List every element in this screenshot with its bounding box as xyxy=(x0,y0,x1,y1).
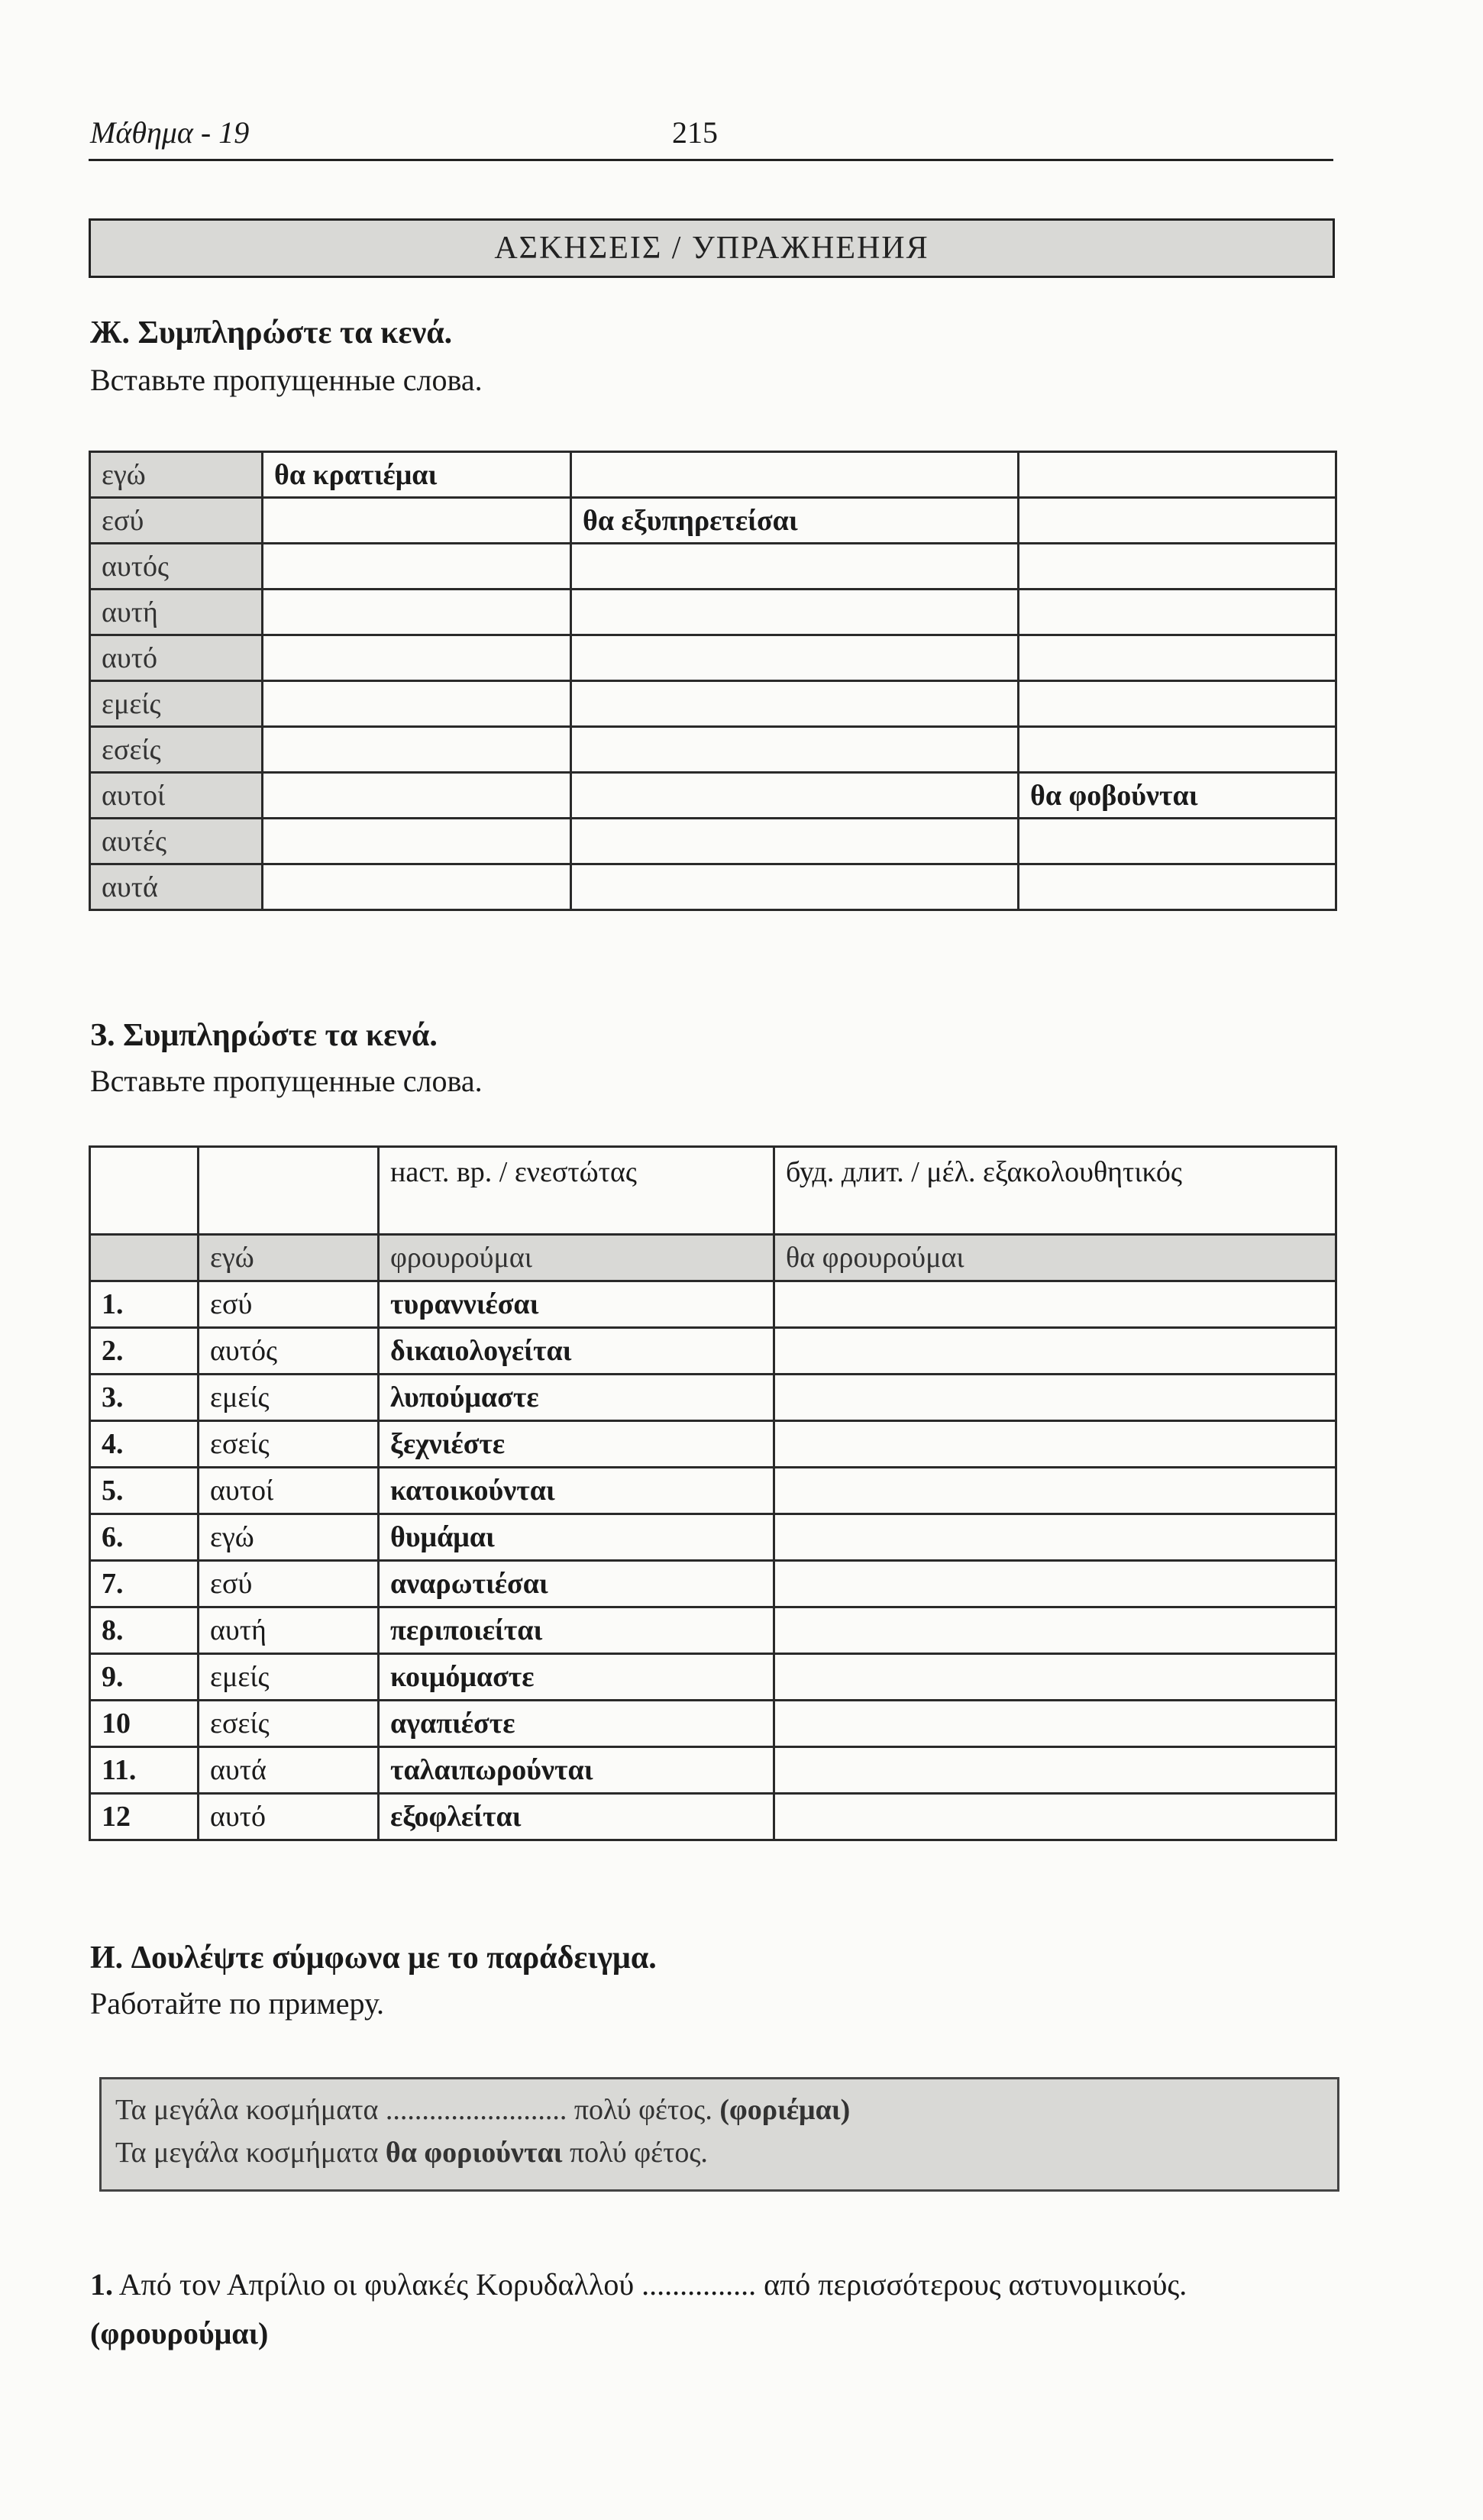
present-verb-cell: εξοφλείται xyxy=(379,1794,774,1840)
lesson-label: Μάθημα - 19 xyxy=(90,115,250,150)
present-verb-cell: περιποιείται xyxy=(379,1607,774,1654)
present-verb-cell: λυπούμαστε xyxy=(379,1375,774,1421)
example-line-2 xyxy=(115,2131,1323,2174)
answer-cell: θα κρατιέμαι xyxy=(263,452,571,498)
pronoun-cell: εσείς xyxy=(90,727,263,773)
table-row xyxy=(90,1607,1336,1654)
pronoun-cell: αυτά xyxy=(199,1747,379,1794)
row-number: 7. xyxy=(90,1561,199,1607)
answer-cell xyxy=(263,544,571,590)
pronoun-cell: αυτοί xyxy=(90,773,263,819)
answer-cell xyxy=(1019,681,1336,727)
answer-cell xyxy=(1019,498,1336,544)
row-number: 5. xyxy=(90,1468,199,1514)
table-row xyxy=(90,1281,1336,1328)
example-answer-start: Τα μεγάλα κοσμήματα xyxy=(115,2137,379,2169)
table-row xyxy=(90,727,1336,773)
task-1 xyxy=(90,2260,1342,2358)
table-row xyxy=(90,1421,1336,1468)
exercise-i-subtitle: Работайте по примеру. xyxy=(90,1986,384,2021)
pronoun-cell: αυτοί xyxy=(199,1468,379,1514)
pronoun-cell: αυτή xyxy=(199,1607,379,1654)
header-rule xyxy=(89,159,1333,161)
model-future: θα φρουρούμαι xyxy=(774,1235,1336,1281)
pronoun-cell: αυτά xyxy=(90,864,263,910)
table-row xyxy=(90,1654,1336,1701)
pronoun-cell: εσείς xyxy=(199,1421,379,1468)
present-verb-cell: αγαπιέστε xyxy=(379,1701,774,1747)
exercise-z-table xyxy=(89,1145,1337,1841)
pronoun-cell: εγώ xyxy=(199,1514,379,1561)
answer-cell xyxy=(1019,819,1336,864)
present-verb-cell: ξεχνιέστε xyxy=(379,1421,774,1468)
answer-cell xyxy=(571,452,1019,498)
table-row xyxy=(90,635,1336,681)
row-number: 2. xyxy=(90,1328,199,1375)
answer-cell xyxy=(571,635,1019,681)
banner-text: ΑΣΚΗΣΕΙΣ / УПРАЖНЕНИЯ xyxy=(494,231,929,266)
pronoun-cell: αυτός xyxy=(199,1328,379,1375)
future-answer-cell xyxy=(774,1701,1336,1747)
table-row xyxy=(90,1468,1336,1514)
answer-cell xyxy=(263,819,571,864)
answer-cell xyxy=(571,727,1019,773)
future-answer-cell xyxy=(774,1654,1336,1701)
exercise-z-title: З. Συμπληρώστε τα κενά. xyxy=(90,1018,438,1053)
pronoun-cell: εσύ xyxy=(199,1561,379,1607)
example-answer-verb: θα φοριούνται xyxy=(385,2137,563,2169)
table-row xyxy=(90,544,1336,590)
row-number: 10 xyxy=(90,1701,199,1747)
table-row xyxy=(90,1514,1336,1561)
pronoun-cell: αυτός xyxy=(90,544,263,590)
pronoun-cell: εμείς xyxy=(199,1654,379,1701)
table-row xyxy=(90,773,1336,819)
pronoun-cell: εγώ xyxy=(90,452,263,498)
row-number: 9. xyxy=(90,1654,199,1701)
future-answer-cell xyxy=(774,1328,1336,1375)
row-number: 8. xyxy=(90,1607,199,1654)
row-number: 6. xyxy=(90,1514,199,1561)
model-present: φρουρούμαι xyxy=(379,1235,774,1281)
answer-cell xyxy=(1019,864,1336,910)
future-answer-cell xyxy=(774,1468,1336,1514)
example-sentence: Τα μεγάλα κοσμήματα ......................... πολύ φέτος. xyxy=(115,2094,712,2126)
answer-cell xyxy=(263,635,571,681)
pronoun-cell: αυτές xyxy=(90,819,263,864)
row-number: 1. xyxy=(90,1281,199,1328)
task-number: 1. xyxy=(90,2267,113,2302)
model-pronoun: εγώ xyxy=(199,1235,379,1281)
answer-cell xyxy=(571,544,1019,590)
table-row xyxy=(90,864,1336,910)
example-answer-end: πολύ φέτος. xyxy=(569,2137,708,2169)
table-row xyxy=(90,1701,1336,1747)
exercise-zh-title: Ж. Συμπληρώστε τα κενά. xyxy=(90,315,453,351)
exercise-z-subtitle: Вставьте пропущенные слова. xyxy=(90,1064,483,1098)
present-verb-cell: θυμάμαι xyxy=(379,1514,774,1561)
answer-cell xyxy=(263,727,571,773)
header-present: наст. вр. / ενεστώτας xyxy=(379,1147,774,1235)
table-header-row xyxy=(90,1147,1336,1235)
exercises-banner xyxy=(89,218,1335,278)
answer-cell xyxy=(571,773,1019,819)
pronoun-cell: εμείς xyxy=(199,1375,379,1421)
table-row xyxy=(90,819,1336,864)
present-verb-cell: δικαιολογείται xyxy=(379,1328,774,1375)
present-verb-cell: αναρωτιέσαι xyxy=(379,1561,774,1607)
table-row xyxy=(90,590,1336,635)
example-hint: (φοριέμαι) xyxy=(719,2094,851,2126)
pronoun-cell: εσύ xyxy=(199,1281,379,1328)
answer-cell: θα εξυπηρετείσαι xyxy=(571,498,1019,544)
pronoun-cell: αυτό xyxy=(199,1794,379,1840)
answer-cell xyxy=(263,681,571,727)
task-hint: (φρουρούμαι) xyxy=(90,2316,269,2350)
future-answer-cell xyxy=(774,1607,1336,1654)
present-verb-cell: κοιμόμαστε xyxy=(379,1654,774,1701)
future-answer-cell xyxy=(774,1421,1336,1468)
answer-cell xyxy=(1019,635,1336,681)
model-row xyxy=(90,1235,1336,1281)
row-number: 11. xyxy=(90,1747,199,1794)
answer-cell xyxy=(263,590,571,635)
table-row xyxy=(90,1747,1336,1794)
present-verb-cell: ταλαιπωρούνται xyxy=(379,1747,774,1794)
answer-cell xyxy=(263,773,571,819)
table-row xyxy=(90,1794,1336,1840)
example-line-1 xyxy=(115,2089,1323,2131)
row-number: 12 xyxy=(90,1794,199,1840)
future-answer-cell xyxy=(774,1747,1336,1794)
example-box xyxy=(99,2077,1339,2192)
future-answer-cell xyxy=(774,1561,1336,1607)
present-verb-cell: τυραννιέσαι xyxy=(379,1281,774,1328)
pronoun-cell: αυτή xyxy=(90,590,263,635)
answer-cell xyxy=(263,498,571,544)
table-row xyxy=(90,1375,1336,1421)
table-row xyxy=(90,681,1336,727)
table-row xyxy=(90,498,1336,544)
model-num-cell xyxy=(90,1235,199,1281)
exercise-zh-subtitle: Вставьте пропущенные слова. xyxy=(90,363,483,397)
pronoun-cell: αυτό xyxy=(90,635,263,681)
answer-cell xyxy=(571,590,1019,635)
row-number: 4. xyxy=(90,1421,199,1468)
header-future: буд. длит. / μέλ. εξακολουθητικός xyxy=(774,1147,1336,1235)
future-answer-cell xyxy=(774,1794,1336,1840)
future-answer-cell xyxy=(774,1375,1336,1421)
answer-cell xyxy=(571,681,1019,727)
answer-cell xyxy=(1019,590,1336,635)
pronoun-cell: εσύ xyxy=(90,498,263,544)
answer-cell xyxy=(1019,452,1336,498)
future-answer-cell xyxy=(774,1514,1336,1561)
page-number: 215 xyxy=(672,115,718,150)
pronoun-cell: εμείς xyxy=(90,681,263,727)
exercise-zh-table xyxy=(89,451,1337,911)
table-row xyxy=(90,452,1336,498)
exercise-i-title: И. Δουλέψτε σύμφωνα με το παράδειγμα. xyxy=(90,1940,657,1976)
answer-cell xyxy=(1019,727,1336,773)
answer-cell xyxy=(263,864,571,910)
present-verb-cell: κατοικούνται xyxy=(379,1468,774,1514)
pronoun-cell: εσείς xyxy=(199,1701,379,1747)
table-row xyxy=(90,1561,1336,1607)
header-empty-cell xyxy=(199,1147,379,1235)
future-answer-cell xyxy=(774,1281,1336,1328)
answer-cell: θα φοβούνται xyxy=(1019,773,1336,819)
answer-cell xyxy=(1019,544,1336,590)
header-empty-cell xyxy=(90,1147,199,1235)
row-number: 3. xyxy=(90,1375,199,1421)
answer-cell xyxy=(571,819,1019,864)
table-row xyxy=(90,1328,1336,1375)
answer-cell xyxy=(571,864,1019,910)
task-sentence: Από τον Απρίλιο οι φυλακές Κορυδαλλού ............... από περισσότερους αστυνομικούς. xyxy=(118,2267,1187,2302)
